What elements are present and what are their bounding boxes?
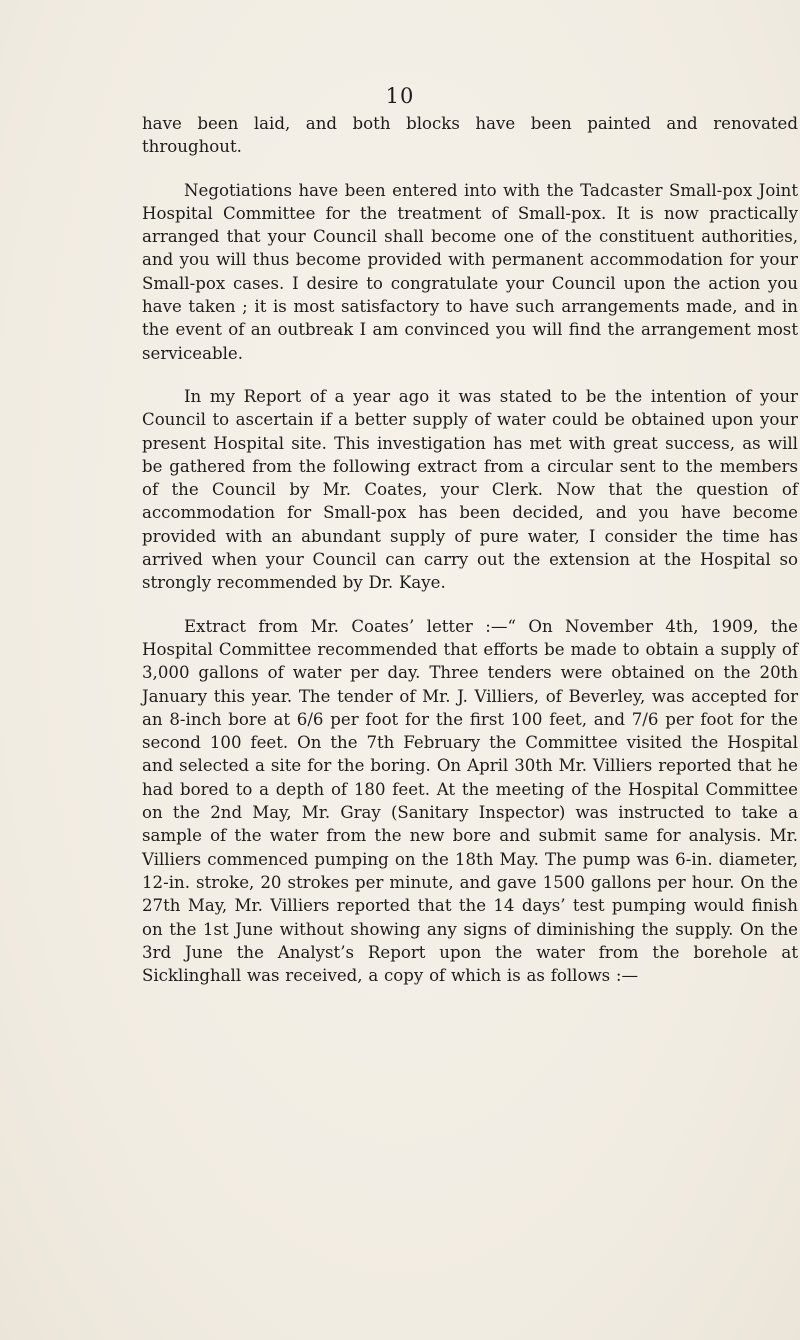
- body-text: [142, 112, 798, 1007]
- paragraph-coates-extract: Extract from Mr. Coates’ letter :—“ On November 4th, 1909, the Hospital Committee recommended that efforts be made to obtain a supply of 3,000 gallons of water per day. Three tenders were obtained on the 20th January this year. The tender of Mr. J. Villiers, of Beverley, was accepted for an 8-inch bore at 6/6 per foot for the first 100 feet, and 7/6 per foot for the second 100 feet. On the 7th February the Committee visited the Hospital and selected a site for the boring. On April 30th Mr. Villiers reported that he had bored to a depth of 180 feet. At the meeting of the Hospital Committee on the 2nd May, Mr. Gray (Sanitary Inspector) was instructed to take a sample of the water from the new bore and submit same for analysis. Mr. Villiers commenced pumping on the 18th May. The pump was 6-in. diameter, 12-in. stroke, 20 strokes per minute, and gave 1500 gallons per hour. On the 27th May, Mr. Villiers reported that the 14 days’ test pumping would finish on the 1st June without showing any signs of diminishing the supply. On the 3rd June the Analyst’s Report upon the water from the borehole at Sicklinghall was received, a copy of which is as follows :—: [142, 616, 798, 986]
- paragraph-water-supply: In my Report of a year ago it was stated to be the intention of your Council to ascertain if a better supply of water could be obtained upon your present Hospital site. This investigation has met with great success, as will be gathered from the following extract from a circular sent to the members of the Council by Mr. Coates, your Clerk. Now that the question of accommodation for Small-pox has been decided, and you have become provided with an abundant supply of pure water, I consider the time has arrived when your Council can carry out the extension at the Hospital so strongly recommended by Dr. Kaye.: [142, 386, 798, 593]
- paragraph-continuation: have been laid, and both blocks have been painted and renovated throughout.: [142, 114, 798, 157]
- page-number: 10: [385, 84, 415, 108]
- paragraph-smallpox-negotiations: Negotiations have been entered into with the Tadcaster Small-pox Joint Hospital Committee for the treatment of Small-pox. It is now practically arranged that your Council shall become one of the constituent authorities, and you will thus become provided with permanent accommodation for your Small-pox cases. I desire to congratulate your Council upon the action you have taken ; it is most satisfactory to have such arrangements made, and in the event of an outbreak I am convinced you will find the arrangement most serviceable.: [142, 180, 798, 363]
